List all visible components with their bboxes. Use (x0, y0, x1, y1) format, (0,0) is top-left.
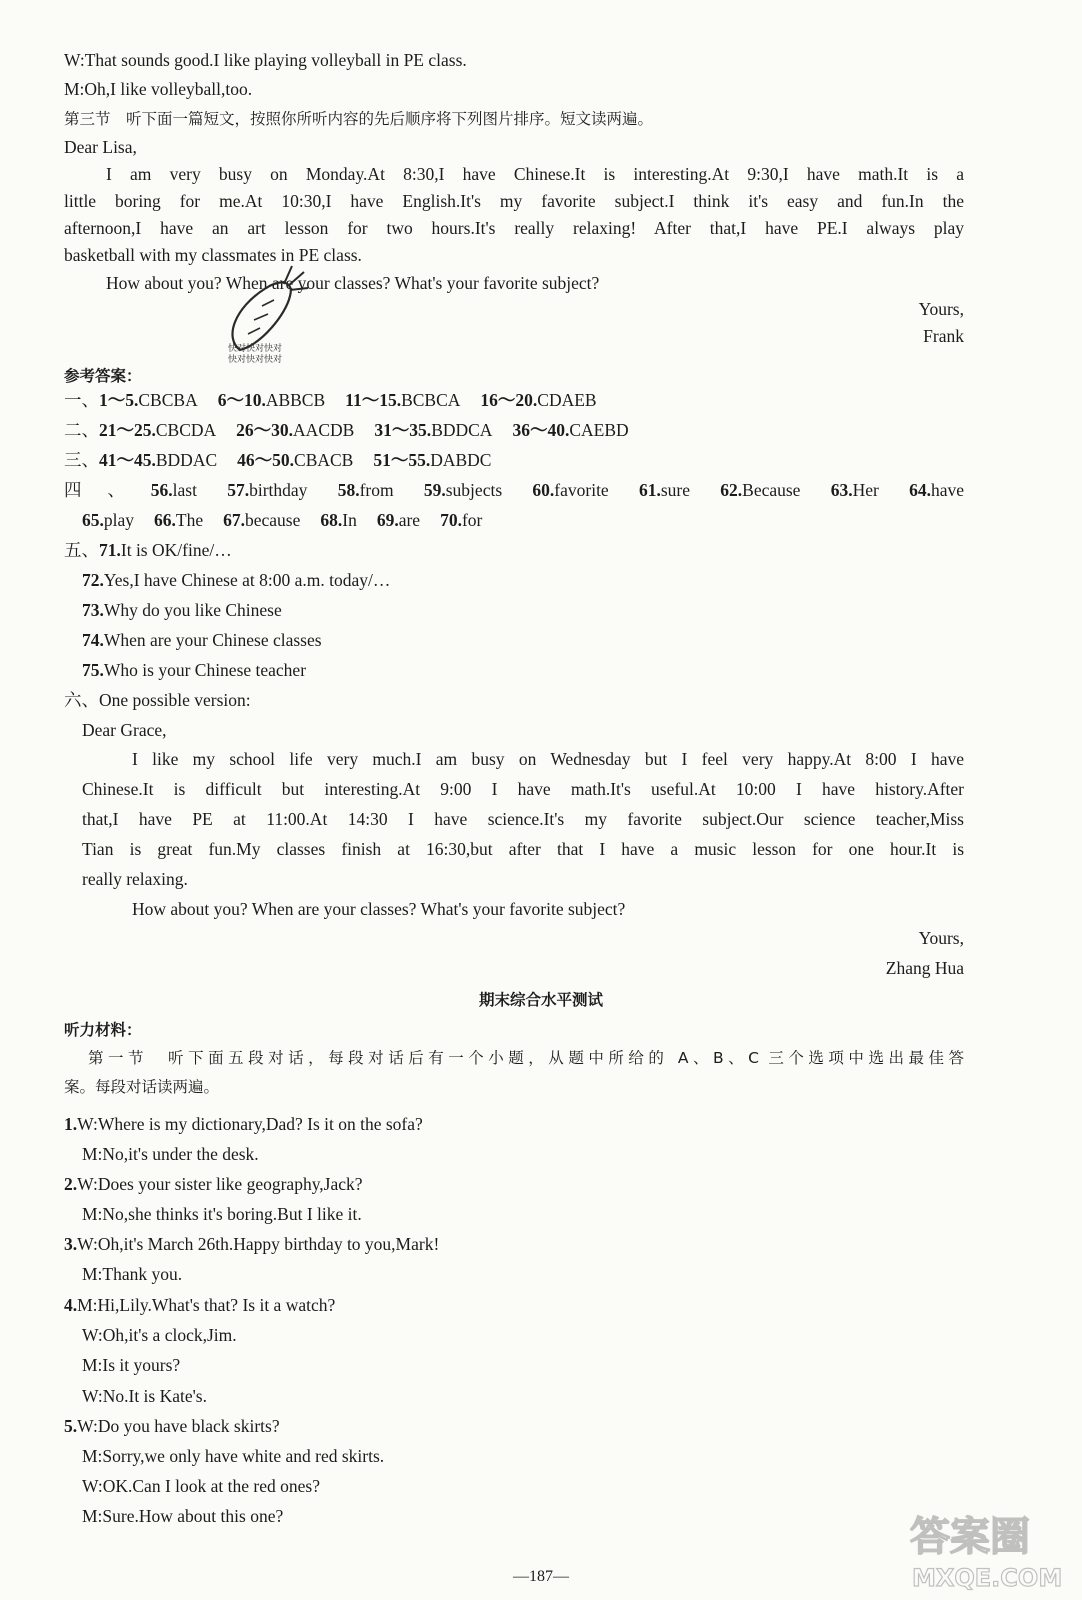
svg-text:MXQE.COM: MXQE.COM (912, 1564, 1063, 1592)
dialogue-4-line: W:Oh,it's a clock,Jim. (82, 1325, 237, 1345)
dialogue-5-line: 5.W:Do you have black skirts? (64, 1416, 280, 1436)
section1-instruction-line: 第一节 听下面五段对话，每段对话后有一个小题，从题中所给的 A、B、C 三个选项中选出最佳答 (88, 1049, 964, 1067)
letter1-salutation: Dear Lisa, (64, 137, 137, 157)
letter1-signature: Frank (923, 326, 964, 346)
letter2-body-line: Tian is great fun.My classes finish at 16:30,but after that I have a music lesson for one hour.It is (82, 839, 964, 859)
dialogue-3-line: 3.W:Oh,it's March 26th.Happy birthday to you,Mark! (64, 1234, 440, 1254)
dialogue-5-line: M:Sure.How about this one? (82, 1506, 284, 1526)
answers-part1: 一、1～5.CBCBA 6～10.ABBCB 11～15.BCBCA 16～20.CDAEB (64, 390, 597, 410)
letter2-body-line: really relaxing. (82, 869, 188, 889)
letter2-body-line: I like my school life very much.I am busy on Wednesday but I feel very happy.At 8:00 I have (132, 749, 964, 769)
doodle-caption: 快对快对快对 快对快对快对 (228, 344, 283, 365)
dialogue-4-line: 4.M:Hi,Lily.What's that? Is it a watch? (64, 1295, 336, 1315)
dialogue-2-line: M:No,she thinks it's boring.But I like it. (82, 1204, 362, 1224)
dialogue-line: M:Oh,I like volleyball,too. (64, 79, 253, 99)
dialogue-line: W:That sounds good.I like playing volleyball in PE class. (64, 50, 467, 70)
letter1-body-line: little boring for me.At 10:30,I have English.It's my favorite subject.I think it's easy and fun.In the (64, 191, 964, 211)
dialogue-1-line: 1.W:Where is my dictionary,Dad? Is it on the sofa? (64, 1114, 423, 1134)
dialogue-2-line: 2.W:Does your sister like geography,Jack? (64, 1174, 363, 1194)
dialogue-4-line: W:No.It is Kate's. (82, 1386, 207, 1406)
letter1-body-line: I am very busy on Monday.At 8:30,I have Chinese.It is interesting.At 9:30,I have math.It is a (106, 164, 964, 184)
letter2-signature: Zhang Hua (885, 958, 964, 978)
svg-text:答案圈: 答案圈 (910, 1514, 1030, 1560)
page-number: —187— (513, 1568, 569, 1585)
dialogue-5-line: M:Sorry,we only have white and red skirts. (82, 1446, 385, 1466)
dialogue-3-line: M:Thank you. (82, 1264, 183, 1284)
dialogue-1-line: M:No,it's under the desk. (82, 1144, 259, 1164)
answers-part5-item: 72.Yes,I have Chinese at 8:00 a.m. today/… (82, 570, 391, 590)
final-test-title: 期末综合水平测试 (478, 991, 603, 1009)
letter2-closing: Yours, (918, 928, 964, 948)
section3-instruction: 第三节 听下面一篇短文，按照你所听内容的先后顺序将下列图片排序。短文读两遍。 (64, 110, 654, 128)
answers-heading: 参考答案： (64, 367, 142, 385)
letter2-body-line: Chinese.It is difficult but interesting.At 9:00 I have math.It's useful.At 10:00 I have history.After (82, 779, 964, 799)
letter2-salutation: Dear Grace, (82, 720, 167, 740)
letter1-body-line: basketball with my classmates in PE class. (64, 245, 362, 265)
answers-part3: 三、41～45.BDDAC 46～50.CBACB 51～55.DABDC (64, 450, 492, 470)
answers-part2: 二、21～25.CBCDA 26～30.AACDB 31～35.BDDCA 36～40.CAEBD (64, 420, 629, 440)
answers-part5-item: 73.Why do you like Chinese (82, 600, 282, 620)
letter1-closing-question: How about you? When are your classes? What's your favorite subject? (106, 273, 600, 293)
letter1-closing: Yours, (918, 299, 964, 319)
answers-part6: 六、One possible version: (64, 690, 251, 710)
letter1-body-line: afternoon,I have an art lesson for two hours.It's really relaxing! After that,I have PE.I always play (64, 218, 964, 238)
dialogue-5-line: W:OK.Can I look at the red ones? (82, 1476, 320, 1496)
letter2-closing-question: How about you? When are your classes? What's your favorite subject? (132, 899, 626, 919)
answers-part5-item: 74.When are your Chinese classes (82, 630, 322, 650)
dialogue-4-line: M:Is it yours? (82, 1355, 181, 1375)
section1-instruction-line: 案。每段对话读两遍。 (64, 1078, 220, 1096)
answers-part4-row1: 四、56.last 57.birthday 58.from 59.subjects 60.favorite 61.sure 62.Because 63.Her 64.have (64, 480, 965, 500)
answers-part4-row2: 65.play 66.The 67.because 68.In 69.are 70.for (82, 510, 483, 530)
letter2-body-line: that,I have PE at 11:00.At 14:30 I have science.It's my favorite subject.Our science teacher,Miss (82, 809, 964, 829)
answers-part5-item: 五、71.It is OK/fine/… (64, 540, 232, 560)
answers-part5-item: 75.Who is your Chinese teacher (82, 660, 307, 680)
listening-heading: 听力材料： (64, 1021, 142, 1039)
